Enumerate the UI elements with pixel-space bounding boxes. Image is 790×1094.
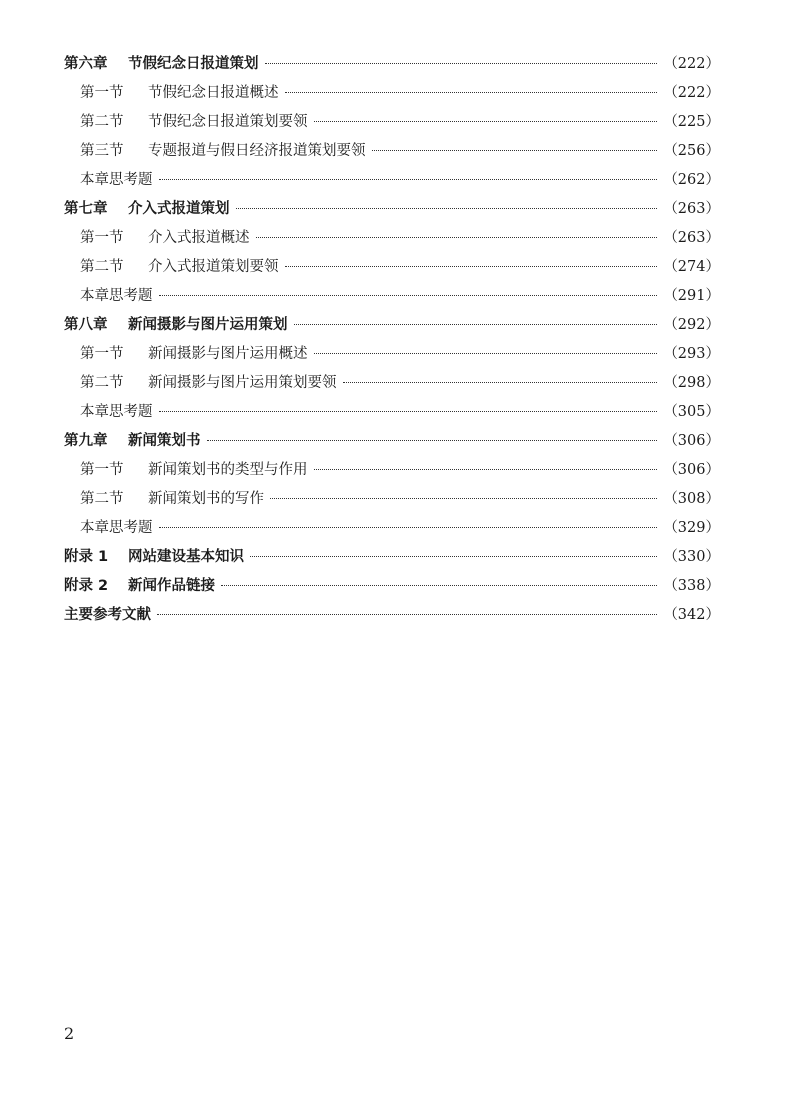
toc-chapter-row[interactable]	[64, 311, 720, 340]
dot-leader	[250, 556, 657, 557]
table-of-contents	[64, 50, 720, 630]
dot-leader	[314, 469, 658, 470]
toc-entry-page: （222）	[663, 56, 720, 72]
toc-entry-page: （256）	[663, 143, 720, 159]
toc-entry-page: （305）	[663, 404, 720, 420]
toc-entry-page: （262）	[663, 172, 720, 188]
toc-section-row[interactable]	[64, 282, 720, 311]
dot-leader	[159, 179, 658, 180]
dot-leader	[270, 498, 657, 499]
toc-chapter-row[interactable]	[64, 572, 720, 601]
dot-leader	[265, 63, 658, 64]
toc-entry-page: （291）	[663, 288, 720, 304]
toc-entry-page: （225）	[663, 114, 720, 130]
toc-entry-page: （308）	[663, 491, 720, 507]
toc-entry-page: （298）	[663, 375, 720, 391]
toc-entry-title: 节假纪念日报道策划	[128, 56, 259, 72]
toc-entry-page: （263）	[663, 230, 720, 246]
toc-entry-title: 本章思考题	[80, 520, 153, 536]
toc-entry-page: （274）	[663, 259, 720, 275]
toc-section-row[interactable]	[64, 340, 720, 369]
toc-entry-title: 介入式报道概述	[148, 230, 250, 246]
toc-section-row[interactable]	[64, 253, 720, 282]
toc-section-row[interactable]	[64, 369, 720, 398]
dot-leader	[159, 411, 658, 412]
toc-section-row[interactable]	[64, 137, 720, 166]
toc-chapter-row[interactable]	[64, 427, 720, 456]
toc-entry-number: 第二节	[80, 259, 124, 275]
toc-entry-title: 本章思考题	[80, 404, 153, 420]
toc-entry-page: （306）	[663, 433, 720, 449]
toc-section-row[interactable]	[64, 456, 720, 485]
toc-chapter-row[interactable]	[64, 601, 720, 630]
toc-entry-title: 节假纪念日报道策划要领	[148, 114, 308, 130]
dot-leader	[207, 440, 658, 441]
toc-entry-page: （338）	[663, 578, 720, 594]
toc-entry-page: （292）	[663, 317, 720, 333]
toc-entry-title: 专题报道与假日经济报道策划要领	[148, 143, 366, 159]
page-number: 2	[64, 1024, 75, 1043]
dot-leader	[236, 208, 658, 209]
toc-section-row[interactable]	[64, 166, 720, 195]
dot-leader	[285, 92, 658, 93]
dot-leader	[221, 585, 657, 586]
toc-entry-number: 第六章	[64, 56, 108, 72]
toc-entry-number: 第一节	[80, 85, 124, 101]
dot-leader	[159, 527, 658, 528]
toc-chapter-row[interactable]	[64, 543, 720, 572]
toc-section-row[interactable]	[64, 398, 720, 427]
toc-entry-number: 第二节	[80, 375, 124, 391]
toc-entry-number: 第三节	[80, 143, 124, 159]
toc-entry-page: （222）	[663, 85, 720, 101]
toc-entry-number: 附录 1	[64, 549, 109, 565]
dot-leader	[294, 324, 658, 325]
toc-section-row[interactable]	[64, 108, 720, 137]
toc-section-row[interactable]	[64, 485, 720, 514]
toc-entry-number: 第八章	[64, 317, 108, 333]
toc-entry-page: （293）	[663, 346, 720, 362]
toc-entry-title: 介入式报道策划	[128, 201, 230, 217]
toc-entry-number: 第一节	[80, 462, 124, 478]
toc-entry-number: 第二节	[80, 114, 124, 130]
toc-entry-page: （306）	[663, 462, 720, 478]
toc-entry-number: 第一节	[80, 346, 124, 362]
dot-leader	[314, 121, 658, 122]
toc-entry-number: 第九章	[64, 433, 108, 449]
toc-entry-title: 新闻策划书的写作	[148, 491, 264, 507]
toc-entry-title: 本章思考题	[80, 288, 153, 304]
toc-entry-title: 新闻摄影与图片运用策划要领	[148, 375, 337, 391]
dot-leader	[159, 295, 658, 296]
toc-entry-number: 第一节	[80, 230, 124, 246]
toc-section-row[interactable]	[64, 514, 720, 543]
toc-entry-title: 本章思考题	[80, 172, 153, 188]
toc-entry-page: （329）	[663, 520, 720, 536]
toc-entry-page: （342）	[663, 607, 720, 623]
toc-entry-title: 新闻作品链接	[128, 578, 215, 594]
toc-entry-title: 新闻摄影与图片运用策划	[128, 317, 288, 333]
toc-entry-title: 新闻策划书的类型与作用	[148, 462, 308, 478]
dot-leader	[157, 614, 657, 615]
toc-entry-title: 主要参考文献	[64, 607, 151, 623]
toc-entry-number: 附录 2	[64, 578, 109, 594]
dot-leader	[314, 353, 658, 354]
toc-entry-title: 新闻摄影与图片运用概述	[148, 346, 308, 362]
toc-entry-page: （330）	[663, 549, 720, 565]
toc-entry-title: 介入式报道策划要领	[148, 259, 279, 275]
dot-leader	[285, 266, 658, 267]
toc-section-row[interactable]	[64, 224, 720, 253]
toc-section-row[interactable]	[64, 79, 720, 108]
dot-leader	[372, 150, 658, 151]
toc-entry-number: 第二节	[80, 491, 124, 507]
toc-entry-title: 新闻策划书	[128, 433, 201, 449]
toc-entry-number: 第七章	[64, 201, 108, 217]
toc-entry-title: 网站建设基本知识	[128, 549, 244, 565]
toc-entry-page: （263）	[663, 201, 720, 217]
dot-leader	[343, 382, 658, 383]
dot-leader	[256, 237, 658, 238]
toc-chapter-row[interactable]	[64, 195, 720, 224]
toc-chapter-row[interactable]	[64, 50, 720, 79]
toc-entry-title: 节假纪念日报道概述	[148, 85, 279, 101]
